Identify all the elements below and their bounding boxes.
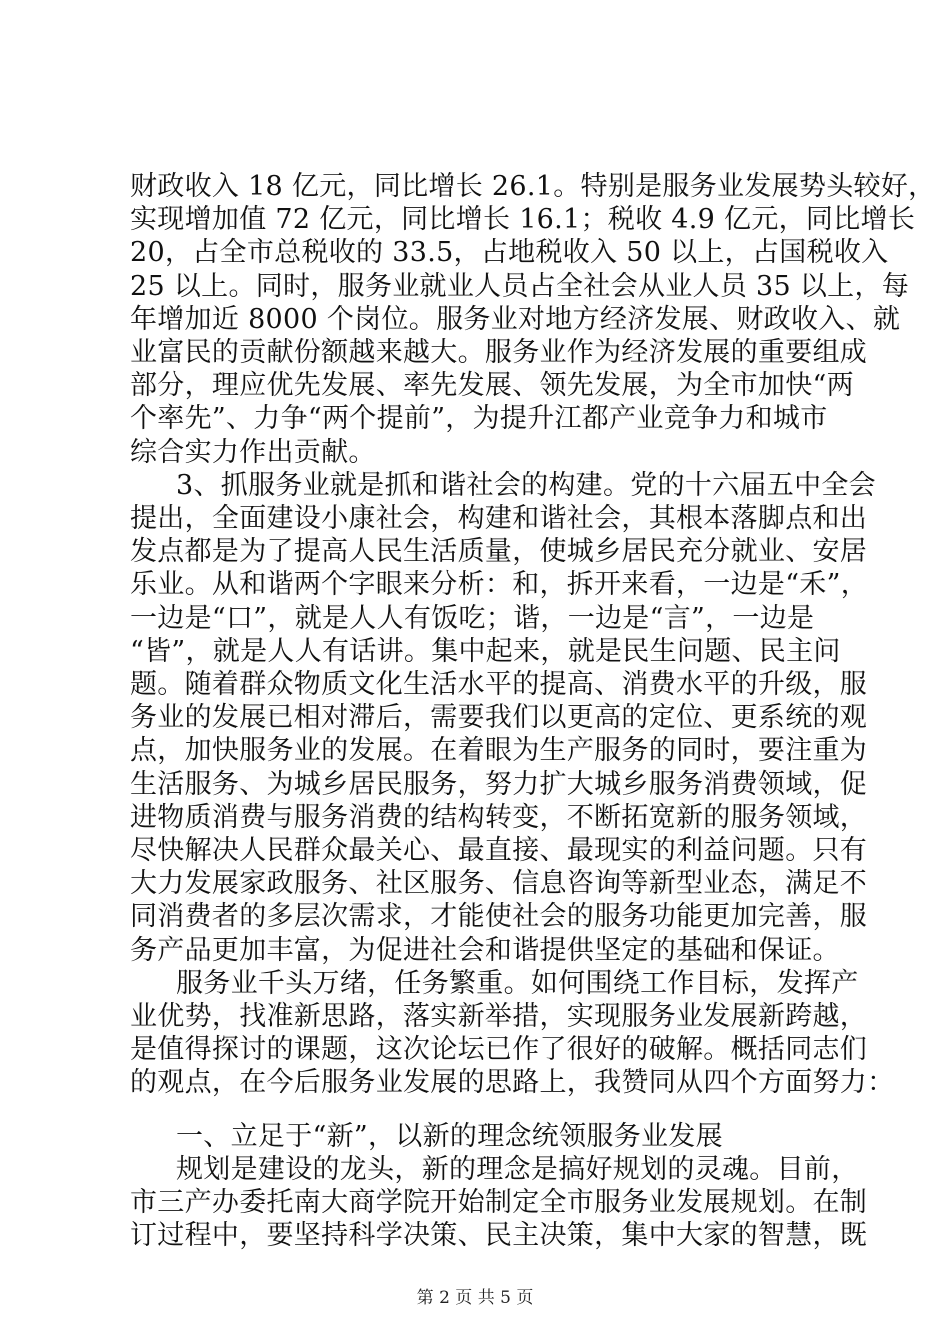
text-line: 进物质消费与服务消费的结构转变，不断拓宽新的服务领域， <box>130 802 868 833</box>
text-line: 个率先”、力争“两个提前”，为提升江都产业竞争力和城市 <box>130 403 828 434</box>
text-line: 市三产办委托南大商学院开始制定全市服务业发展规划。在制 <box>130 1187 868 1218</box>
text-line: 发点都是为了提高人民生活质量，使城乡居民充分就业、安居 <box>130 536 868 567</box>
text-line: 尽快解决人民群众最关心、最直接、最现实的利益问题。只有 <box>130 835 868 866</box>
text-line: 务业的发展已相对滞后，需要我们以更高的定位、更系统的观 <box>130 702 868 733</box>
text-line: 实现增加值 72 亿元，同比增长 16.1；税收 4.9 亿元，同比增长 <box>130 204 916 235</box>
text-line: 综合实力作出贡献。 <box>130 437 376 468</box>
text-line: 订过程中，要坚持科学决策、民主决策，集中大家的智慧，既 <box>130 1220 868 1251</box>
text-line: 20，占全市总税收的 33.5，占地税收入 50 以上，占国税收入 <box>130 237 889 268</box>
text-line: 大力发展家政服务、社区服务、信息咨询等新型业态，满足不 <box>130 868 868 899</box>
text-line: 业优势，找准新思路，落实新举措，实现服务业发展新跨越， <box>130 1001 868 1032</box>
text-line: 务产品更加丰富，为促进社会和谐提供坚定的基础和保证。 <box>130 935 840 966</box>
paragraph-first-line: 3、抓服务业就是抓和谐社会的构建。党的十六届五中全会 <box>176 470 876 501</box>
paragraph-first-line: 规划是建设的龙头，新的理念是搞好规划的灵魂。目前， <box>176 1154 859 1185</box>
text-line: “皆”，就是人人有话讲。集中起来，就是民生问题、民主问 <box>130 636 841 667</box>
text-line: 年增加近 8000 个岗位。服务业对地方经济发展、财政收入、就 <box>130 304 901 335</box>
text-line: 财政收入 18 亿元，同比增长 26.1。特别是服务业发展势头较好， <box>130 171 936 202</box>
text-line: 点，加快服务业的发展。在着眼为生产服务的同时，要注重为 <box>130 735 868 766</box>
text-line: 业富民的贡献份额越来越大。服务业作为经济发展的重要组成 <box>130 337 868 368</box>
page-footer: 第 2 页 共 5 页 <box>416 1288 534 1308</box>
text-line: 乐业。从和谐两个字眼来分析：和，拆开来看，一边是“禾”， <box>130 569 869 600</box>
text-line: 的观点，在今后服务业发展的思路上，我赞同从四个方面努力： <box>130 1067 895 1098</box>
text-line: 提出，全面建设小康社会，构建和谐社会，其根本落脚点和出 <box>130 503 868 534</box>
paragraph-first-line: 服务业千头万绪，任务繁重。如何围绕工作目标，发挥产 <box>176 968 859 999</box>
section-heading: 一、立足于“新”，以新的理念统领服务业发展 <box>176 1121 723 1152</box>
text-line: 部分，理应优先发展、率先发展、领先发展，为全市加快“两 <box>130 370 854 401</box>
text-line: 题。随着群众物质文化生活水平的提高、消费水平的升级，服 <box>130 669 868 700</box>
text-line: 25 以上。同时，服务业就业人员占全社会从业人员 35 以上，每 <box>130 271 910 302</box>
text-line: 生活服务、为城乡居民服务，努力扩大城乡服务消费领域，促 <box>130 769 868 800</box>
text-line: 是值得探讨的课题，这次论坛已作了很好的破解。概括同志们 <box>130 1034 868 1065</box>
text-line: 同消费者的多层次需求，才能使社会的服务功能更加完善，服 <box>130 901 868 932</box>
text-line: 一边是“口”，就是人人有饭吃；谐，一边是“言”，一边是 <box>130 603 815 634</box>
